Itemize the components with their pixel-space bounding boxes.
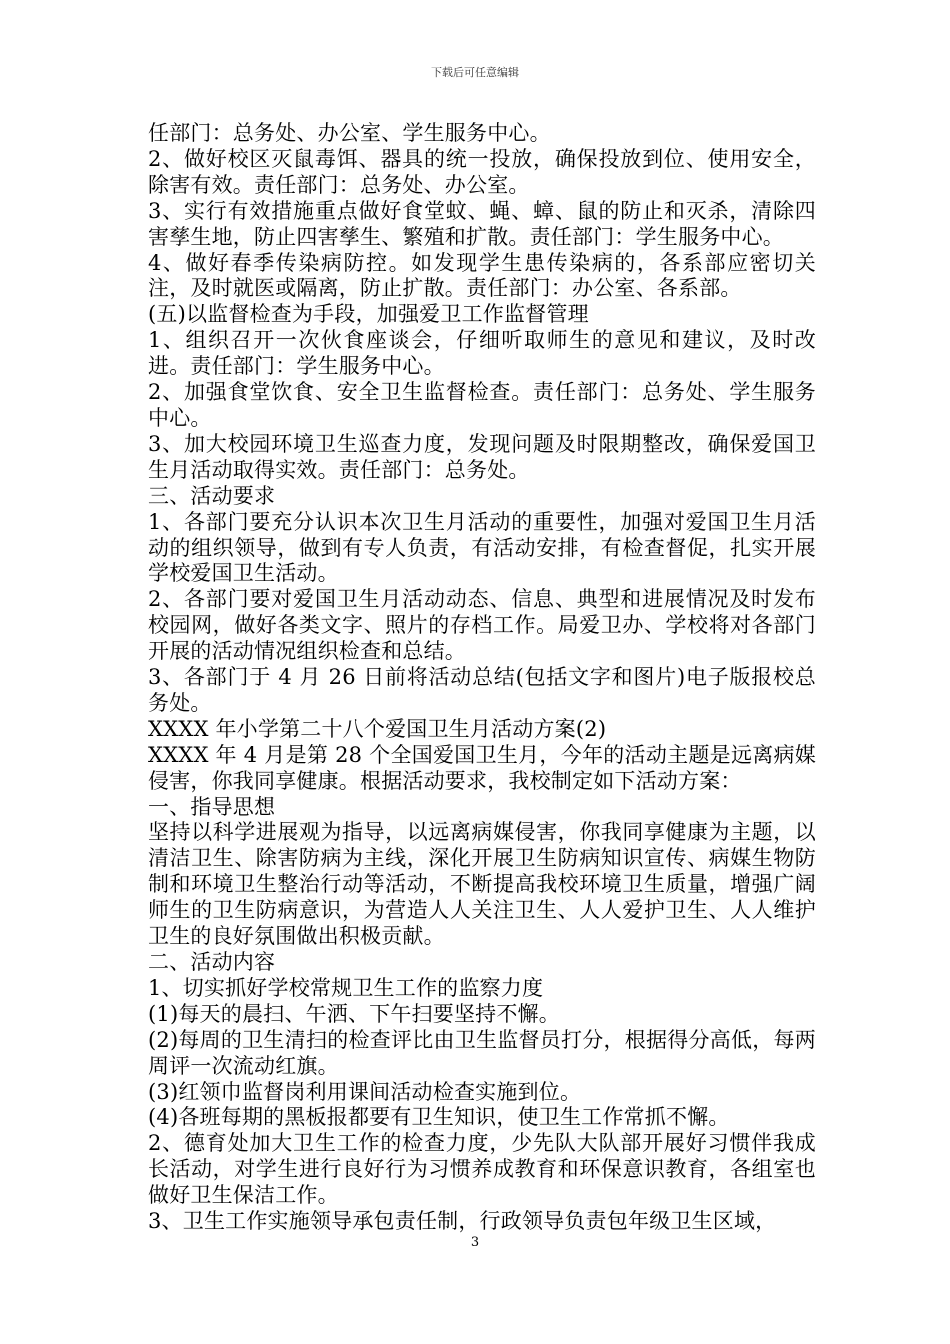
paragraph: 2、加强食堂饮食、安全卫生监督检查。责任部门：总务处、学生服务中心。 bbox=[148, 380, 816, 430]
list-item: (1)每天的晨扫、午洒、下午扫要坚持不懈。 bbox=[148, 1001, 560, 1026]
paragraph: 任部门：总务处、办公室、学生服务中心。 bbox=[148, 121, 551, 145]
document-body bbox=[148, 121, 816, 1235]
paragraph: 1、各部门要充分认识本次卫生月活动的重要性，加强对爱国卫生月活动的组织领导，做到有专人负责，有活动安排，有检查督促，扎实开展学校爱国卫生活动。 bbox=[148, 509, 816, 586]
paragraph: 1、组织召开一次伙食座谈会，仔细听取师生的意见和建议，及时改进。责任部门：学生服务中心。 bbox=[148, 328, 816, 379]
paragraph: 4、做好春季传染病防控。如发现学生患传染病的，各系部应密切关注，及时就医或隔离，防止扩散。责任部门：办公室、各系部。 bbox=[148, 250, 816, 301]
paragraph: 2、各部门要对爱国卫生月活动动态、信息、典型和进展情况及时发布校园网，做好各类文字、照片的存档工作。局爱卫办、学校将对各部门开展的活动情况组织检查和总结。 bbox=[148, 587, 816, 664]
document-title: XXXX 年小学第二十八个爱国卫生月活动方案(2) bbox=[148, 716, 607, 741]
paragraph: XXXX 年 4 月是第 28 个全国爱国卫生月，今年的活动主题是远离病媒侵害，你我同享健康。根据活动要求，我校制定如下活动方案： bbox=[148, 742, 816, 793]
page-header: 下载后可任意编辑 bbox=[431, 66, 519, 79]
list-item: (2)每周的卫生清扫的检查评比由卫生监督员打分，根据得分高低，每两周评一次流动红旗。 bbox=[148, 1027, 816, 1078]
list-item: (4)各班每期的黑板报都要有卫生知识，使卫生工作常抓不懈。 bbox=[148, 1105, 730, 1130]
paragraph: 3、各部门于 4 月 26 日前将活动总结(包括文字和图片)电子版报校总务处。 bbox=[148, 665, 816, 715]
section-heading: 三、活动要求 bbox=[148, 483, 276, 508]
list-item: (3)红领巾监督岗利用课间活动检查实施到位。 bbox=[148, 1079, 582, 1104]
paragraph: 3、卫生工作实施领导承包责任制，行政领导负责包年级卫生区域， bbox=[148, 1209, 777, 1234]
section-heading: 二、活动内容 bbox=[148, 950, 276, 974]
paragraph: 2、德育处加大卫生工作的检查力度，少先队大队部开展好习惯伴我成长活动，对学生进行良好行为习惯养成教育和环保意识教育，各组室也做好卫生保洁工作。 bbox=[148, 1131, 816, 1208]
section-heading: 一、指导思想 bbox=[148, 794, 276, 819]
paragraph: 1、切实抓好学校常规卫生工作的监察力度 bbox=[148, 975, 544, 1000]
paragraph: 坚持以科学进展观为指导，以远离病媒侵害，你我同享健康为主题，以清洁卫生、除害防病为主线，深化开展卫生防病知识宣传、病媒生物防制和环境卫生整治行动等活动，不断提高我校环境卫生质量，增强广阔师生的卫生防病意识，为营造人人关注卫生、人人爱护卫生、人人维护卫生的良好氛围做出积极贡献。 bbox=[148, 820, 816, 949]
section-heading: (五)以监督检查为手段，加强爱卫工作监督管理 bbox=[148, 302, 589, 327]
page-number: 3 bbox=[470, 1235, 480, 1250]
paragraph: 3、实行有效措施重点做好食堂蚊、蝇、蟑、鼠的防止和灭杀，清除四害孳生地，防止四害孳生、繁殖和扩散。责任部门：学生服务中心。 bbox=[148, 198, 816, 249]
paragraph: 2、做好校区灭鼠毒饵、器具的统一投放，确保投放到位、使用安全，除害有效。责任部门：总务处、办公室。 bbox=[148, 146, 816, 197]
paragraph: 3、加大校园环境卫生巡查力度，发现问题及时限期整改，确保爱国卫生月活动取得实效。责任部门：总务处。 bbox=[148, 431, 816, 482]
